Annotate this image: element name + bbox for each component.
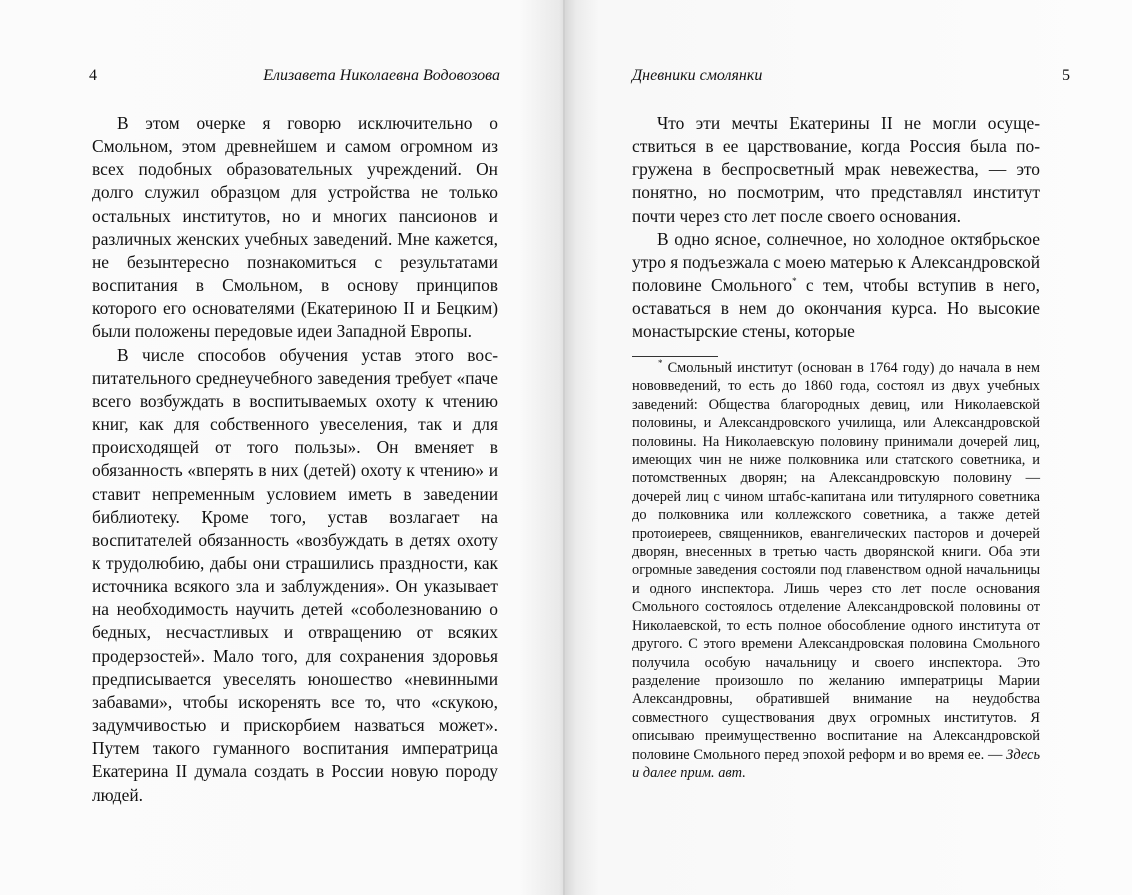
paragraph	[632, 228, 1040, 344]
paragraph: В числе способов обучения устав этого воспитательного среднеучебного заведения требует «паче всего возбуждать в воспитываемых охоту к чтению книг, как для собственного увеселения, так и для происходящей от того пользы». Он вменяет в обязанность «вперять в них (детей) охоту к чтению» и ставит непременным условием иметь в заведении библиотеку. Кроме того, устав возлагает на воспитателей обязанность «возбуждать в детях охоту к трудолюбию, дабы они страшились праздности, как источника всякого зла и заблуждения». Он указывает на необходимость научить детей «соболезнованию о бедных, несчастливых и отвращению от всяких продерзостей». Мало того, для сохранения здоровья предписывается увеселять юношество «невинными забавами», чтобы искоренять все то, что «скукою, задумчивостью и прискорбием назваться может». Путем такого гуманного воспитания императрица Екатерина II думала создать в России новую породу людей.	[92, 344, 498, 805]
paragraph-text: В одно ясное, солнечное, но холодное октябрьское утро я подъезжала с моею матерью к Александровской половине Смольного	[632, 228, 1040, 296]
left-page	[0, 0, 565, 895]
page-number-left: 4	[89, 67, 97, 84]
footnote-attribution: Здесь и далее прим. авт.	[632, 746, 1040, 781]
running-head-left: Елизавета Николаевна Водовозова	[263, 67, 500, 84]
footnote	[632, 359, 1040, 782]
paragraph: Что эти мечты Екатерины II не могли осуществиться в ее царствование, когда Россия была погружена в беспросветный мрак невежества, — это понятно, но посмотрим, что представлял институт почти через сто лет после своего основания.	[632, 113, 1040, 226]
paragraph: В этом очерке я говорю исключительно о Смольном, этом древнейшем и самом огромном из всех подобных образовательных учреждений. Он долго служил образцом для устройства не только остальных институтов, но и многих пансионов и различных женских учебных заведений. Мне кажется, не безынтересно познакомиться с результатами воспитания в Смольном, в основу принципов которого его основателями (Екатериною II и Бецким) были положены передовые идеи Западной Европы.	[92, 113, 498, 342]
right-page	[565, 0, 1132, 895]
footnote-paragraph	[632, 359, 1040, 782]
page-number-right: 5	[1062, 67, 1070, 84]
running-head-right: Дневники смолянки	[632, 67, 763, 84]
footnote-text: Смольный институт (основан в 1764 году) до начала в нем нововведений, то есть до 1860 года, состоял из двух учебных заведений: Общества благородных девиц, или Николаевской половины, и Александровского училища, или Александровской половины. На Николаевскую половину принимали дочерей лиц, имеющих чин не ниже полковника или статского советника, и потомственных дворян; на Александровскую половину — дочерей лиц с чином штабс-капитана или титулярного советника до полковника или коллежского советника, а также детей протоиереев, священников, евангелических пасторов и дочерей дворян, внесенных в третью часть дворянской книги. Оба эти огромные заведения состояли под главенством одной начальницы и одного инспектора. Лишь через сто лет после основания Смольного состоялось отделение Александровской половины от Николаевской, то есть полное обособление одного института от другого. С этого времени Александровская половина Смольного получила особую начальницу и своего инспектора. Это разделение произошло по желанию императрицы Марии Александровны, обратившей внимание на неудобства совместного существования двух огромных институтов. Я описываю преимущественно воспитание на Александровской половине Смольного перед эпохой реформ и во время ее. —	[632, 360, 1040, 763]
paragraph-text: с тем, чтобы вступив в него, оставаться в нем до окончания курса. Но высокие монастырские стены, которые	[632, 275, 1040, 342]
footnote-marker: *	[658, 358, 663, 369]
right-body-text	[632, 112, 1040, 344]
left-body-text	[92, 112, 498, 807]
footnote-divider	[632, 356, 718, 357]
footnote-reference[interactable]: *	[792, 276, 797, 287]
